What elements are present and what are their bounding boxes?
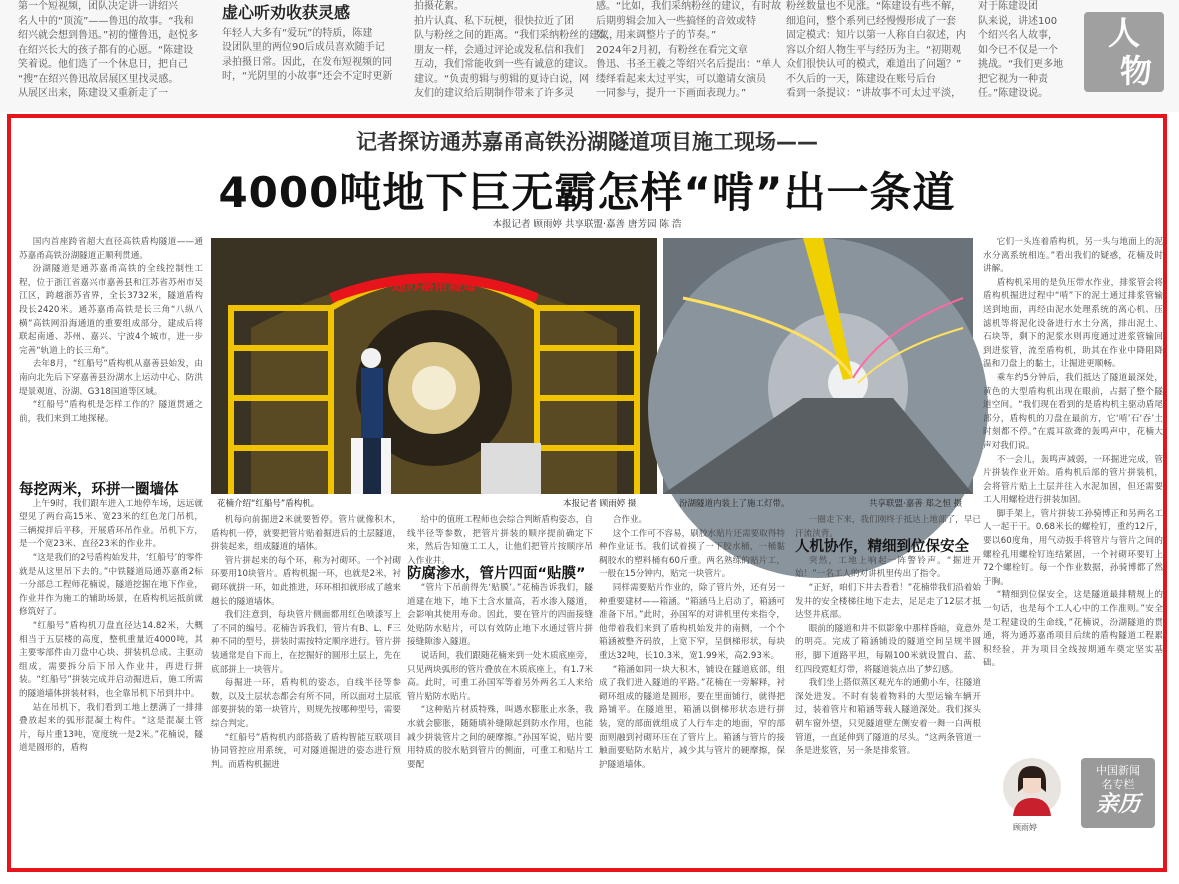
prev-line: 个绍兴名人故事，	[978, 30, 1058, 41]
prev-line: 看到一条提议：“讲故事不可太过平淡，	[786, 88, 962, 99]
article-col-5	[795, 514, 981, 868]
paragraph: 管片拼起来的每个环，称为衬砌环。一个衬砌环要用10块管片。盾构机掘一环，也就是2米，衬砌环就拼一环，如此推进，环环相扣就形成了越来越长的隧道墙体。	[211, 555, 401, 607]
paragraph: “红船号”盾构机是怎样工作的？隧道贯通之前，我们来到工地探秘。	[19, 400, 203, 424]
prev-line: 固定模式：知片以第一人称自白叙述，内	[786, 30, 966, 41]
paragraph: 盾构机采用的是负压带水作业，排浆管会将盾构机掘进过程中“啃”下的泥土通过排浆管输送到地面，再经由泥水处理系统的离心机、压滤机等将泥化设备进行水土分离，排出泥土、石块等，剩下的泥浆水则再度通过进浆管输回到进浆管，流至盾构机，助其在作业中降阻降温和刀盘上的黏土，让掘进更顺畅。	[983, 277, 1163, 370]
photo-tunnel-lights	[663, 238, 973, 494]
prev-line: 粉丝数量也不见涨。“陈建设有些不解，	[786, 1, 962, 12]
paragraph: 上午9时，我们跟车进入工地停车场，远远就望见了两台高15米、宽23米的红色龙门吊机，三辆搅拌后平移，开展盾环吊作业。吊机下方，是一个宽23米、直径23米的作业井。	[19, 498, 203, 550]
prev-col-3	[414, 0, 620, 102]
tag-qinli: 亲历	[1095, 792, 1140, 817]
prev-line: 感。“比如，我们采纳粉丝的建议，有时故	[596, 1, 782, 12]
photo1-caption: 花楠介绍“红船号”盾构机。	[217, 499, 320, 509]
prev-line: 在绍兴长大的孩子都有的心愿。“陈建设	[18, 44, 194, 56]
article-col-1	[19, 236, 203, 484]
article-col-4	[599, 514, 785, 868]
article-headline: 4000吨地下巨无霸怎样“啃”出一条道	[218, 168, 956, 217]
prev-line: 时，“光阴里的小故事”还会不定时更新	[222, 71, 393, 82]
prev-line: 名人中的“顶流”——鲁迅的故事。“我和	[18, 15, 194, 27]
main-article	[7, 114, 1167, 872]
subhead-3: 人机协作，精细到位保安全	[795, 539, 969, 556]
photo-shield-machine	[211, 238, 657, 494]
paragraph: 突然，工地上响起一阵警铃声。“掘进开始！”一名工人的对讲机里传出了指令。	[795, 555, 981, 580]
prev-line: 细追问，整个系列已经慢慢形成了一套	[786, 15, 956, 27]
paragraph: 这个工作可不容易，刷胶水贴片还需要取得特种作业证书。我们试着摸了一下胶水桶，一桶黏稠胶水的塑料桶有60斤重。两名熟练的贴片工，一般在15分钟内，贴完一块管片。	[599, 528, 785, 580]
prev-line: 从展区出来，陈建设又重新走了一	[18, 88, 168, 99]
prev-line: 建议。“负责剪辑与剪辑的夏诗白说，网	[414, 73, 590, 85]
article-byline: 本报记者 顾雨婷 共享联盟·嘉善 唐芳园 陈 浩	[492, 219, 682, 230]
article-col-2	[211, 514, 401, 868]
prev-line: “搜”在绍兴鲁迅故居展区里找灵感。	[18, 73, 179, 85]
paragraph: 汾湖隧道是通苏嘉甬高铁的全线控制性工程，位于浙江省嘉兴市嘉善县和江苏省苏州市吴江区，跨越浙苏省界，全长3732米，隧道盾构段长2420米。通苏嘉甬高铁是长三角“八纵八横”高铁网沿海通道的重要组成部分，建成后将联起南通、苏州、嘉兴、宁波4个城市，进一步完善“轨道上的长三角”。	[19, 264, 203, 356]
prev-line: 把它视为一种责	[978, 73, 1048, 85]
prev-line: 容以介绍人物生平与经历为主。“初期观	[786, 44, 962, 56]
article-kicker: 记者探访通苏嘉甬高铁汾湖隧道项目施工现场——	[356, 130, 818, 154]
prev-line: 朋友一样，会通过评论或发私信和我们	[414, 44, 584, 56]
photo2-caption: 汾湖隧道内装上了施工灯带。	[679, 499, 790, 509]
photo1-credit: 本报记者 顾雨婷 摄	[563, 499, 637, 509]
prev-line: 设团队里的两位90后成员喜欢随手记	[222, 42, 385, 53]
paragraph: 它们一头连着盾构机，另一头与地面上的泥水分离系统相连。”看出我们的疑惑，花楠及时讲解。	[983, 237, 1163, 275]
shield-machine-illustration	[211, 238, 657, 494]
paragraph: 我们坐上搭似蒸区观光车的通勤小车，往隧道深处进发。不时有装着物料的大型运输车辆开过，装着管片和箱涵等载人隧道深处。我们探头朝车窗外望，只见隧道壁左侧安着一舞一白两根管道，一直延伸到了隧道的尽头。“这两条管道一条是进浆管，另一条是排浆管。	[795, 678, 981, 757]
article-col-1b	[19, 484, 203, 868]
paragraph: 一圈走下来，我们刚终于抵达上地部了，早已汗流浃背。	[795, 515, 981, 539]
prev-col-6	[978, 0, 1078, 102]
tag-line-1: 中国新闻	[1096, 764, 1140, 777]
tunnel-sign: 通苏嘉甬隧道	[392, 278, 476, 294]
prev-subhead: 虚心听劝收获灵感	[222, 3, 351, 22]
paragraph: 给中的值班工程师也会综合判断盾构姿态，自线半径等参数，把管片拼装的顺序提前确定下来，然后告知施工工人，让他们把管片按顺序吊入作业井。	[407, 515, 593, 566]
prev-line: 挑战。“我们更多地	[978, 59, 1064, 70]
paragraph: 同样需要贴片作业的，除了管片外，还有另一种重要建材——箱涵。“箱涵马上启动了，箱涵可准备下吊。”此时，孙国军的对讲机里传来指令，他带着我们来到了盾构机始发井的南侧，一个个箱涵被整齐码放，上宽下窄，呈倒梯形状，每块重达32吨，长10.3米，宽1.99米，高2.93米。	[599, 582, 785, 661]
paragraph: “红船号”盾构机内部搭载了盾构智能互联项目协同管控应用系统，可对隧道掘进的姿态进行预判。而盾构机掘进	[211, 732, 401, 770]
prev-line: 效，用来调整片子的节奏。”	[596, 30, 717, 41]
paragraph: 脚手架上，管片拼装工孙骑博正和另两名工人一起干干。0.68米长的螺栓钉，重约12斤，要以60度角，用气动扳手将管片与管片之间的螺栓孔用螺栓钉连结紧固，一个衬砌环要钉上72个螺栓钉。每一个作业数据，孙骑博都了然于胸。	[983, 508, 1163, 587]
tag-line-2: 名专栏	[1101, 778, 1135, 791]
prev-line: 一同参与，提升一下画面表现力。”	[596, 88, 747, 99]
prev-line: 友们的建议给后期制作带来了许多灵	[414, 88, 574, 99]
paragraph: 站在吊机下，我们看到工地上摆满了一排排叠放起来的弧形混凝土构件。“这是混凝土管片，每片重13吨，宽度统一是2米。”花楠说，隧道是圆形的，盾构	[19, 702, 203, 754]
paragraph: 我们注意到，每块管片侧面都用红色喷漆写上了不同的编号。花楠告诉我们，管片有B、L、F三种不同的型号，拼装时需按特定顺序进行。管片拼装通常是自下而上，在挖掘好的圆形土层上，先在底部拼上一块管片。	[211, 610, 401, 675]
reporter-avatar	[1003, 758, 1061, 816]
prev-line: 缕绎看起来太过平实，可以邀请女演员	[596, 73, 766, 85]
prev-line: 队与粉丝之间的距离。“我们采纳粉丝的建议，	[414, 30, 620, 41]
paragraph: 乘车约5分钟后，我们抵达了隧道最深处，黄色的大型盾构机出现在眼前，占据了整个隧道空间。“我们现在看到的是盾构机主驱动盾尾部分，盾构机的刀盘在最前方，它‘啃’石‘吞’土时刻都不停。”在震耳欲聋的轰鸣声中，花楠大声对我们说。	[983, 372, 1163, 451]
prev-line: 如今已不仅是一个	[978, 44, 1058, 56]
prev-line: 拍摄花絮。	[414, 1, 464, 12]
prev-line: 2024年2月初，有粉丝在看完文章	[596, 44, 748, 56]
paragraph: “管片下吊前得先‘贴膜’。”花楠告诉我们，隧道建在地下，地下土含水量高，若水渗入隧道，会影响其使用寿命。因此，要在管片的四面接缝处贴防水贴片，可以有效防止地下水通过管片拼接缝隙渗入隧道。	[407, 582, 593, 648]
prev-line: 鲁迅、书圣王羲之等绍兴名后提出：“单人	[596, 59, 782, 70]
subhead-2: 防腐渗水，管片四面“贴膜”	[407, 566, 586, 583]
prev-col-1	[18, 0, 198, 102]
article-col-3	[407, 514, 593, 868]
paragraph: 不一会儿，轰鸣声减弱，一环掘进完成，管片拼装作业开始。盾构机后部的管片拼装机，会将管片贴上土层并往入水泥加固，但还需要工人用螺栓进行拼装加固。	[983, 454, 1163, 506]
prev-col-5	[786, 0, 966, 102]
prev-col-2	[222, 0, 402, 85]
paragraph: “正好，咱们下井去看看！”花楠带我们沿着始发井的安全楼梯往地下走去，足足走了12层才抵达竖井底部。	[795, 582, 981, 621]
previous-article-strip	[0, 0, 1179, 112]
paragraph: 眼前的隧道和井不似影象中那样昏暗，竟意外的明亮。完成了箱涵铺设的隧道空间呈规半圆形，脚下道路平坦，每隔100米就设置白、蓝、红四段霓虹灯带，将隧道装点出了梦幻感。	[795, 623, 981, 675]
paragraph: 国内首座跨省超大直径高铁盾构隧道——通苏嘉甬高铁汾湖隧道正顺利贯通。	[19, 237, 203, 261]
tunnel-lights-illustration	[663, 238, 973, 494]
prev-line: 队来说，讲述100	[978, 15, 1058, 27]
section-badge-renwu: 人 物	[1084, 12, 1164, 92]
photo2-credit: 共享联盟·嘉善 郑之恒 摄	[869, 499, 963, 509]
paragraph: “这种贴片材质特殊，叫遇水膨胀止水条，我水就会膨胀，随随填补缝隙起到防水作用，也能减少拼装管片之间的硬摩擦。”孙国军说，贴片要用特质的胶水贴到管片的侧面，可重工和贴片工要配	[407, 705, 593, 770]
prev-line: 绍兴就会想到鲁迅。”初的懂鲁迅，赵悦多	[18, 30, 199, 41]
prev-line: 后期剪辑会加入一些搞怪的音效或特	[596, 15, 756, 27]
paragraph: 每掘进一环，盾构机的姿态，自线半径等参数，以及土层状态都会有所不同，所以面对土层底部要拼装的第一块管片，则规先按哪种型号，需要综合判定。	[211, 678, 401, 729]
prev-line: 不久后的一天，陈建设在账号后台	[786, 73, 936, 85]
paragraph: 去年8月，“红船号”盾构机从嘉善县始发，由南向北先后下穿嘉善县汾湖水上运动中心、防洪堤景观道、汾湖、G318国道等区域。	[19, 359, 203, 397]
paragraph: “这是我们的2号盾构始发井，‘红船号’的零件就是从这里吊下去的。”中铁隧道局通苏嘉甬2标一分部总工程师花楠说，隧道挖掘在地下作业，作业井作为施工的辅助场景，在盾构机运抵前就修筑好了。	[19, 552, 203, 618]
paragraph: 机每向前掘进2米就要暂停。管片就像积木，盾构机一停，就要把管片贴着掘进后的土层隧道，拼装起来，组成隧道的墙体。	[211, 515, 401, 553]
paragraph: 合作业。	[612, 515, 648, 525]
article-col-6	[983, 236, 1163, 752]
paragraph: 说话间，我们跟随花楠来到一处木质底座旁，只见两块弧形的管片叠放在木质底座上，有1.7米高。此时，可重工孙国军等着另外两名工人来给管片贴防水贴片。	[407, 650, 593, 702]
paragraph: “精细到位保安全，这是隧道最排精规上的一句话，也是每个工人心中的工作准则。”安全是工程建设的生命线，”花楠说，汾湖隧道的贯通，将为通苏嘉甬项目后续的盾构隧道工程累积经验，并为项目全线按期通车奠定坚实基础。	[983, 590, 1163, 669]
prev-line: 拍片认真、私下玩梗，很快拉近了团	[414, 15, 574, 27]
subhead-1: 每挖两米，环拼一圈墙体	[19, 482, 179, 498]
prev-line: 年轻人大多有“爱玩”的特质，陈建	[222, 27, 373, 39]
prev-line: 对于陈建设团	[978, 1, 1038, 12]
prev-col-4	[596, 0, 782, 102]
paragraph: “箱涵如同一块大积木，铺设在隧道底部，组成了我们进入隧道的平路。”花楠在一旁解释，衬砌环组成的隧道是圆形，要在里面铺行，就得把路铺平。在隧道里，箱涵以倒梯形状态进行拼装，宽的部面就组成了人行车走的地面，窄的部面则融到衬砌环压在了管片上。箱涵与管片的接触面要贴防水贴片，减少其与管片的硬摩擦，保护隧道墙体。	[599, 664, 785, 770]
column-tag	[1081, 758, 1155, 828]
prev-line: 互动，我们常能收到一些有诚意的建议。	[414, 59, 594, 70]
prev-line: 录拍摄日常。因此，在发布短视频的同	[222, 56, 392, 68]
prev-line: 第一个短视频，团队决定讲一讲绍兴	[18, 1, 178, 12]
prev-line: 笑着说。他们选了一个休息日，把自己	[18, 59, 188, 70]
prev-line: 众们很快认可的模式，难道出了问题？”	[786, 59, 962, 70]
paragraph: “红船号”盾构机刀盘直径达14.82米，大概相当于五层楼的高度，整机重量近4000吨，其主要零部件由刀盘中心块、拼装机总成、主驱动组成，需要拆分后下吊入作业井，再进行拼装。“红船号”拼装完成并启动掘进后，施工所需的隧道墙体拼装材料，也全靠吊机下吊到井中。	[19, 620, 203, 699]
prev-line: 任。”陈建设说。	[978, 88, 1049, 99]
reporter-name: 顾雨婷	[1013, 823, 1037, 832]
